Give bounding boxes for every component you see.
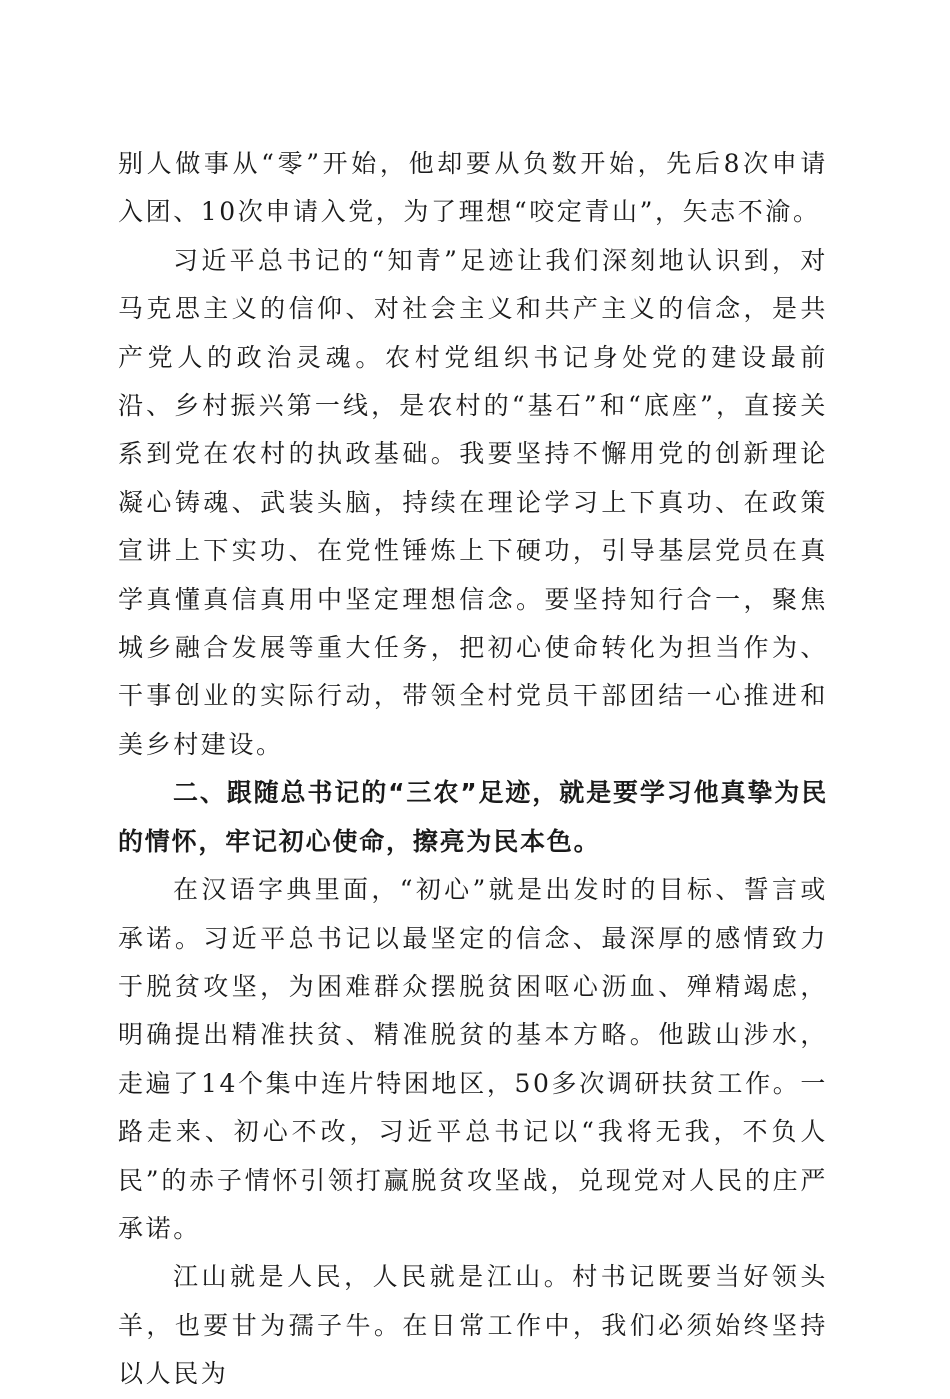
- section-heading-sannong: 二、跟随总书记的“三农”足迹，就是要学习他真挚为民的情怀，牢记初心使命，擦亮为民本色。: [118, 778, 828, 856]
- paragraph-original-aspiration: 在汉语字典里面，“初心”就是出发时的目标、誓言或承诺。习近平总书记以最坚定的信念、最深厚的感情致力于脱贫攻坚，为困难群众摆脱贫困呕心沥血、殚精竭虑，明确提出精准扶贫、精准脱贫的基本方略。他跋山涉水，走遍了14个集中连片特困地区，50多次调研扶贫工作。一路走来、初心不改，习近平总书记以“我将无我，不负人民”的赤子情怀引领打赢脱贫攻坚战，兑现党对人民的庄严承诺。: [118, 875, 828, 1243]
- paragraph-continuation: 别人做事从“零”开始，他却要从负数开始，先后8次申请入团、10次申请入党，为了理想“咬定青山”，矢志不渝。: [118, 149, 828, 227]
- paragraph-people-are-country: 江山就是人民，人民就是江山。村书记既要当好领头羊，也要甘为孺子牛。在日常工作中，我们必须始终坚持以人民为: [118, 1262, 828, 1389]
- paragraph-zhiqing-footsteps: 习近平总书记的“知青”足迹让我们深刻地认识到，对马克思主义的信仰、对社会主义和共产主义的信念，是共产党人的政治灵魂。农村党组织书记身处党的建设最前沿、乡村振兴第一线，是农村的“基石”和“底座”，直接关系到党在农村的执政基础。我要坚持不懈用党的创新理论凝心铸魂、武装头脑，持续在理论学习上下真功、在政策宣讲上下实功、在党性锤炼上下硬功，引导基层党员在真学真懂真信真用中坚定理想信念。要坚持知行合一，聚焦城乡融合发展等重大任务，把初心使命转化为担当作为、干事创业的实际行动，带领全村党员干部团结一心推进和美乡村建设。: [118, 245, 828, 759]
- document-body: [118, 140, 828, 1399]
